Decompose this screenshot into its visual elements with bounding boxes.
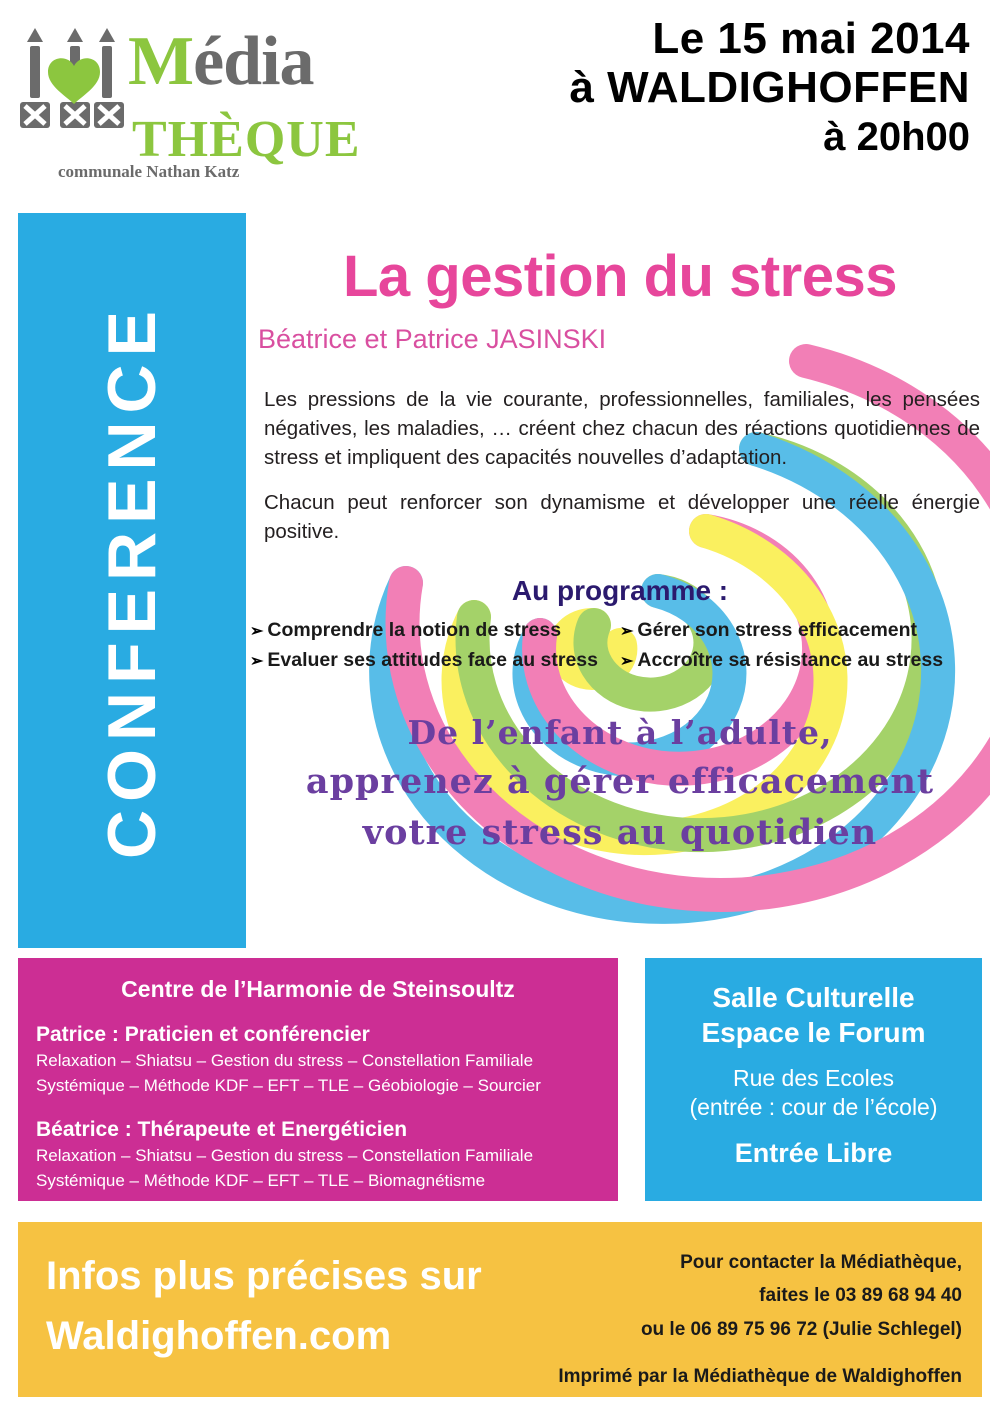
logo-subtitle: communale Nathan Katz: [58, 162, 240, 181]
presenter-1-title: Patrice : Praticien et conférencier: [36, 1023, 370, 1046]
website-callout: [46, 1246, 482, 1366]
presenter-2-skills-line-2: Systémique – Méthode KDF – EFT – TLE – Biomagnétisme: [36, 1170, 486, 1190]
conference-label: CONFERENCE: [94, 302, 170, 859]
program-column-left: [250, 615, 620, 675]
presenter-2-skills-line-1: Relaxation – Shiatsu – Gestion du stress – Constellation Familiale: [36, 1146, 534, 1166]
event-time: à 20h00: [823, 114, 970, 159]
center-name: Centre de l’Harmonie de Steinsoultz: [121, 976, 515, 1002]
program-item-text: Accroître sa résistance au stress: [637, 648, 944, 671]
poster-footer: [18, 1222, 982, 1397]
program-heading: Au programme :: [511, 574, 729, 606]
list-item: [620, 645, 990, 675]
contact-line-2: faites le 03 89 68 94 40: [759, 1285, 962, 1307]
list-item: [620, 615, 990, 645]
slogan-line-3: votre stress au quotidien: [362, 811, 878, 853]
venue-address-line-2: (entrée : cour de l’école): [689, 1093, 938, 1120]
website-callout-line-1: Infos plus précises sur: [46, 1254, 482, 1298]
presenter-1-skills-line-2: Systémique – Méthode KDF – EFT – TLE – Géobiologie – Sourcier: [36, 1075, 541, 1095]
slogan-line-2: apprenez à gérer efficacement: [305, 760, 935, 802]
presenter-1-skills-line-1: Relaxation – Shiatsu – Gestion du stress – Constellation Familiale: [36, 1051, 534, 1070]
arrow-icon: ➢: [620, 622, 634, 640]
venue-address-line-1: Rue des Ecoles: [732, 1065, 895, 1091]
list-item: [250, 615, 620, 645]
logo-word-media: Média: [128, 23, 314, 100]
event-place: à WALDIGHOFFEN: [569, 63, 970, 113]
entry-badge: Entrée Libre: [734, 1137, 893, 1168]
program-item-text: Evaluer ses attitudes face au stress: [267, 648, 598, 671]
slogan-block: [250, 709, 990, 858]
venue-name-line-1: Salle Culturelle: [712, 982, 915, 1013]
program-item-text: Gérer son stress efficacement: [637, 618, 918, 641]
arrow-icon: ➢: [620, 652, 634, 670]
poster-header: [0, 0, 1000, 215]
slogan-line-1: De l’enfant à l’adulte,: [407, 712, 833, 752]
presenters-panel: [18, 958, 618, 1201]
intro-paragraph-1: Les pressions de la vie courante, professionnelles, familiales, les pensées négatives, les maladies, … créent chez chacun des réactions quotidiennes de stress et impliquent des capacités nouvelles d’adaptation.: [264, 388, 980, 470]
conference-sidebar: [18, 213, 246, 948]
event-header-info: [569, 14, 970, 161]
program-list: [250, 615, 990, 675]
contact-line-3: ou le 06 89 75 96 72 (Julie Schlegel): [640, 1318, 962, 1340]
poster-main-content: [250, 230, 990, 858]
venue-panel: [645, 958, 982, 1201]
page-title: La gestion du stress: [342, 244, 898, 309]
website-url[interactable]: Waldighoffen.com: [46, 1314, 392, 1358]
printed-by: Imprimé par la Médiathèque de Waldighoffen: [558, 1365, 962, 1387]
arrow-icon: ➢: [250, 652, 264, 670]
mediatheque-logo: [10, 14, 380, 194]
intro-paragraph-2: Chacun peut renforcer son dynamisme et développer une réelle énergie positive.: [264, 491, 980, 544]
contact-line-1: Pour contacter la Médiathèque,: [680, 1252, 962, 1273]
venue-address: [645, 1064, 982, 1122]
venue-name: [645, 980, 982, 1050]
program-item-text: Comprendre la notion de stress: [267, 618, 562, 641]
speakers-line: Béatrice et Patrice JASINSKI: [258, 324, 607, 354]
program-column-right: [620, 615, 990, 675]
contact-block: [558, 1246, 962, 1393]
list-item: [250, 645, 620, 675]
venue-name-line-2: Espace le Forum: [701, 1017, 926, 1048]
arrow-icon: ➢: [250, 622, 264, 640]
keys-heart-icon: [16, 20, 136, 140]
presenter-2-title: Béatrice : Thérapeute et Energéticien: [36, 1118, 408, 1142]
logo-word-theque: THÈQUE: [132, 111, 361, 168]
event-date: Le 15 mai 2014: [652, 14, 970, 63]
